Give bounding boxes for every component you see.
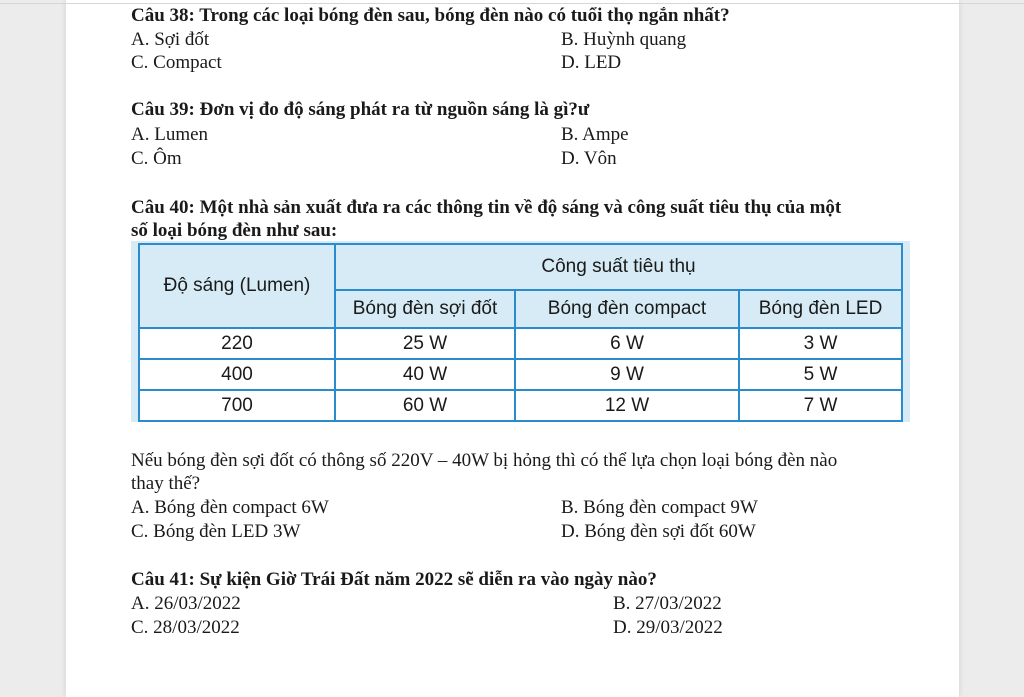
- table-cell: 40 W: [335, 359, 515, 390]
- table-cell: 9 W: [515, 359, 739, 390]
- q41-option-a: A. 26/03/2022: [131, 593, 241, 614]
- table-cell: 3 W: [739, 328, 902, 359]
- question-40-line1: Câu 40: Một nhà sản xuất đưa ra các thông tin về độ sáng và công suất tiêu thụ của một: [131, 197, 842, 218]
- q39-option-b: B. Ampe: [561, 124, 629, 145]
- q38-option-a: A. Sợi đốt: [131, 29, 210, 50]
- q41-option-c: C. 28/03/2022: [131, 617, 240, 638]
- header-compact: Bóng đèn compact: [515, 290, 739, 328]
- question-41: Câu 41: Sự kiện Giờ Trái Đất năm 2022 sẽ diễn ra vào ngày nào?: [131, 569, 657, 590]
- header-led: Bóng đèn LED: [739, 290, 902, 328]
- question-38: Câu 38: Trong các loại bóng đèn sau, bóng đèn nào có tuổi thọ ngắn nhất?: [131, 5, 730, 26]
- q40-option-b: B. Bóng đèn compact 9W: [561, 497, 758, 518]
- q40-option-c: C. Bóng đèn LED 3W: [131, 521, 301, 542]
- table-cell: 5 W: [739, 359, 902, 390]
- q38-option-c: C. Compact: [131, 52, 222, 73]
- q39-option-d: D. Vôn: [561, 148, 617, 169]
- brightness-power-table: [138, 243, 903, 422]
- q40-option-d: D. Bóng đèn sợi đốt 60W: [561, 521, 756, 542]
- table-cell: 6 W: [515, 328, 739, 359]
- question-40-line2: số loại bóng đèn như sau:: [131, 220, 338, 241]
- page-top-border: [0, 3, 1024, 4]
- header-power: Công suất tiêu thụ: [335, 244, 902, 290]
- q39-option-c: C. Ôm: [131, 148, 182, 169]
- q38-option-b: B. Huỳnh quang: [561, 29, 687, 50]
- table-cell: 25 W: [335, 328, 515, 359]
- table-cell: 60 W: [335, 390, 515, 421]
- table-cell: 400: [139, 359, 335, 390]
- q39-option-a: A. Lumen: [131, 124, 209, 145]
- q41-option-d: D. 29/03/2022: [613, 617, 723, 638]
- table-cell: 12 W: [515, 390, 739, 421]
- table-cell: 220: [139, 328, 335, 359]
- q38-option-d: D. LED: [561, 52, 622, 73]
- q40-prompt-line1: Nếu bóng đèn sợi đốt có thông số 220V – 40W bị hỏng thì có thể lựa chọn loại bóng đèn nào: [131, 450, 838, 471]
- q40-prompt-line2: thay thế?: [131, 473, 201, 494]
- table-row: [139, 359, 902, 390]
- table-cell: 7 W: [739, 390, 902, 421]
- q40-option-a: A. Bóng đèn compact 6W: [131, 497, 329, 518]
- table-cell: 700: [139, 390, 335, 421]
- question-39: Câu 39: Đơn vị đo độ sáng phát ra từ nguồn sáng là gì?ư: [131, 99, 590, 120]
- q41-option-b: B. 27/03/2022: [613, 593, 722, 614]
- table-row: [139, 328, 902, 359]
- table-row: [139, 390, 902, 421]
- header-brightness: Độ sáng (Lumen): [139, 244, 335, 328]
- header-incandescent: Bóng đèn sợi đốt: [335, 290, 515, 328]
